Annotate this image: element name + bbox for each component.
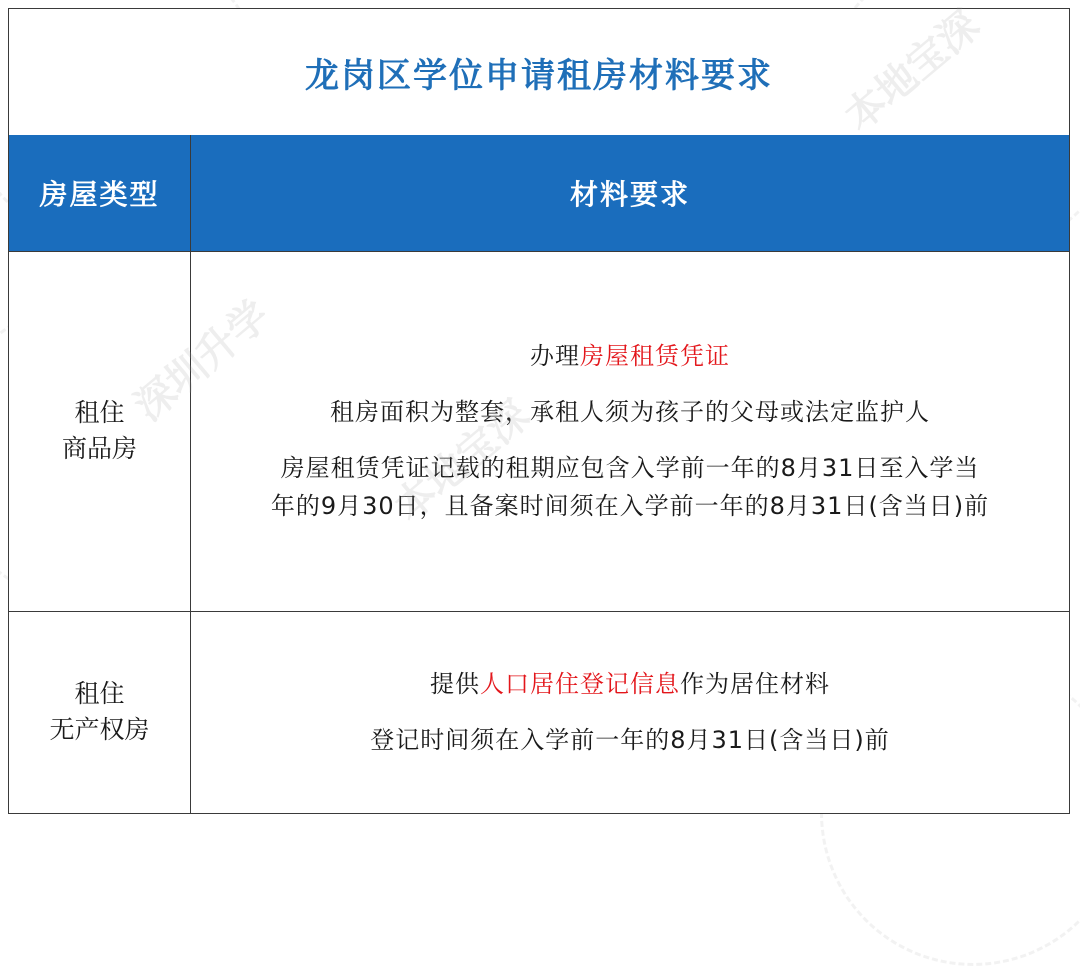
type-cell [9,611,191,813]
table-header [9,135,1069,252]
requirement-line [430,665,830,703]
requirement-line: 年的9月30日，且备案时间须在入学前一年的8月31日(含当日)前 [270,492,990,520]
requirement-line [530,337,730,375]
requirement-line: 租房面积为整套，承租人须为孩子的父母或法定监护人 [330,398,930,426]
requirement-line: 房屋租赁凭证记载的租期应包含入学前一年的8月31日至入学当 [280,454,980,482]
requirement-text: 提供 [430,670,480,698]
type-line: 租住 [74,398,125,427]
type-line: 租住 [74,679,125,708]
requirement-line: 登记时间须在入学前一年的8月31日(含当日)前 [370,726,890,754]
requirement-text: 作为居住材料 [680,670,830,698]
header-req-cell [191,135,1069,251]
type-cell [9,251,191,611]
header-requirements: 材料要求 [569,178,690,211]
page-title: 龙岗区学位申请租房材料要求 [305,55,773,96]
requirements-cell [191,251,1069,611]
type-line: 无产权房 [49,715,150,744]
requirement-text: 办理 [530,342,580,370]
table-row [9,251,1069,612]
header-type: 房屋类型 [39,178,160,211]
type-line: 商品房 [61,434,137,463]
header-type-cell [9,135,191,251]
table-row [9,611,1069,813]
requirements-cell [191,611,1069,813]
requirements-table [8,8,1070,814]
title-row [9,9,1069,136]
highlighted-requirement: 房屋租赁凭证 [580,342,730,370]
highlighted-requirement: 人口居住登记信息 [480,670,680,698]
